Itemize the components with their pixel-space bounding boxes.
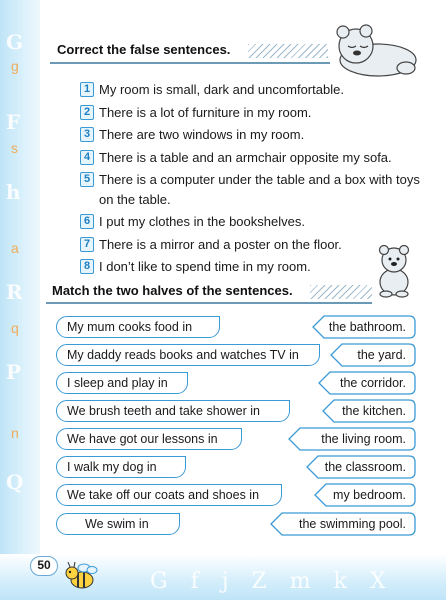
left-half-6[interactable]: I walk my dog in (56, 456, 186, 478)
right-half-3[interactable] (318, 371, 416, 395)
right-half-text: the living room. (321, 432, 406, 446)
right-half-text: the swimming pool. (299, 517, 406, 531)
right-half-text: my bedroom. (333, 488, 406, 502)
list-item (80, 148, 425, 168)
list-item (80, 170, 425, 209)
decor-letter: g (11, 58, 19, 74)
decor-letter: Q (6, 470, 24, 494)
item-number: 7 (80, 237, 94, 252)
decor-letter: q (11, 320, 19, 336)
item-number: 4 (80, 150, 94, 165)
decor-letter: P (6, 360, 22, 384)
item-text: There is a lot of furniture in my room. (99, 104, 312, 120)
right-half-1[interactable] (312, 315, 416, 339)
right-half-text: the classroom. (324, 460, 406, 474)
decor-letter: a (11, 240, 19, 256)
right-half-5[interactable] (288, 427, 416, 451)
decor-letter: R (6, 280, 23, 304)
item-number: 1 (80, 82, 94, 97)
item-number: 6 (80, 214, 94, 229)
right-half-text: the corridor. (339, 376, 406, 390)
item-text: I put my clothes in the bookshelves. (99, 214, 305, 229)
right-half-8[interactable] (270, 512, 416, 536)
decor-letter: G (6, 30, 24, 54)
left-half-4[interactable]: We brush teeth and take shower in (56, 400, 290, 422)
sleeping-bear-icon (328, 22, 420, 80)
left-decorative-strip (0, 0, 40, 600)
left-half-5[interactable]: We have got our lessons in (56, 428, 242, 450)
right-half-text: the kitchen. (342, 404, 406, 418)
section1-hatch (248, 44, 328, 58)
list-item (80, 80, 425, 100)
list-item (80, 125, 425, 145)
section2-hatch (310, 285, 372, 299)
item-number: 8 (80, 259, 94, 274)
section2-underline (46, 302, 372, 304)
list-item (80, 103, 425, 123)
standing-bear-icon (372, 242, 416, 298)
list-item (80, 212, 425, 232)
right-half-text: the bathroom. (328, 320, 406, 334)
item-text: There is a mirror and a poster on the floor. (99, 236, 342, 252)
decor-letter: s (11, 140, 18, 156)
right-half-4[interactable] (322, 399, 416, 423)
item-text: There are two windows in my room. (99, 127, 305, 142)
page-number: 50 (30, 556, 58, 576)
section1-title: Correct the false sentences. (57, 42, 231, 57)
right-half-2[interactable] (330, 343, 416, 367)
right-half-text: the yard. (357, 348, 406, 362)
section1-underline (50, 62, 330, 64)
item-number: 5 (80, 172, 94, 187)
decor-letter: h (6, 180, 21, 204)
bee-icon (62, 558, 98, 592)
item-number: 2 (80, 105, 94, 120)
section2-title: Match the two halves of the sentences. (52, 283, 293, 298)
decor-letter: F (6, 110, 21, 134)
item-text: My room is small, dark and uncomfortable. (99, 82, 344, 97)
decor-letters: G f j Z m k X (150, 569, 394, 594)
left-half-8[interactable]: We swim in (56, 513, 180, 535)
item-text: There is a computer under the table and a box with toys on the table. (99, 172, 420, 207)
decor-letter: n (11, 425, 19, 441)
item-text: There is a table and an armchair opposite my sofa. (99, 149, 392, 165)
item-text: I don’t like to spend time in my room. (99, 259, 311, 274)
left-half-7[interactable]: We take off our coats and shoes in (56, 484, 282, 506)
item-number: 3 (80, 127, 94, 142)
right-half-6[interactable] (306, 455, 416, 479)
right-half-7[interactable] (314, 483, 416, 507)
left-half-2[interactable]: My daddy reads books and watches TV in (56, 344, 320, 366)
left-half-3[interactable]: I sleep and play in (56, 372, 188, 394)
left-half-1[interactable]: My mum cooks food in (56, 316, 220, 338)
